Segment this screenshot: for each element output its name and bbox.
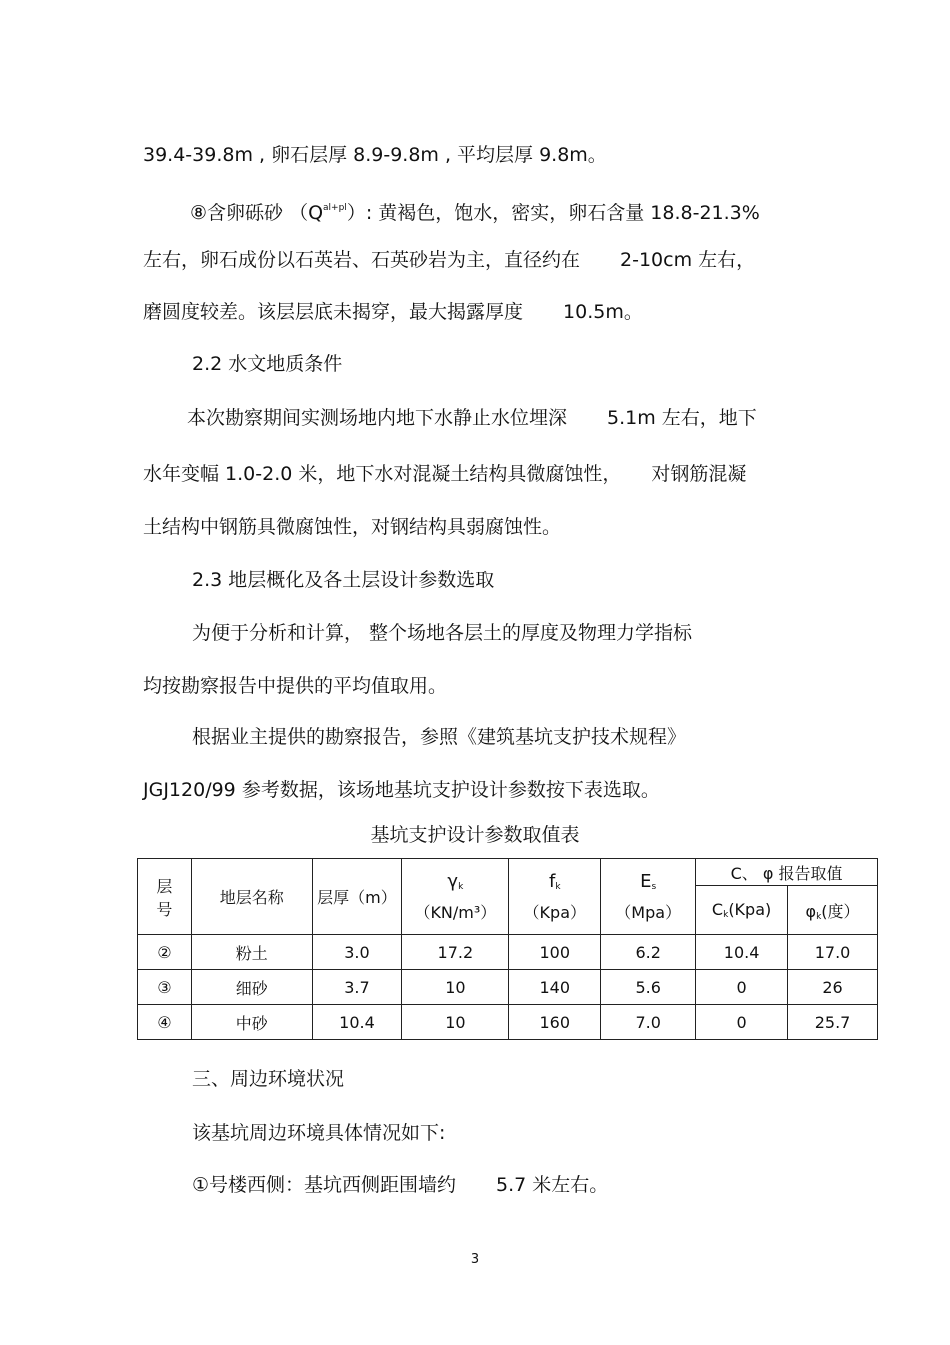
- paragraph-groundwater-cont: [143, 462, 746, 486]
- section-heading-2-3: [192, 568, 494, 592]
- subscript: k: [555, 881, 561, 892]
- text: 对钢筋混凝: [651, 463, 747, 485]
- table-header-row: [138, 859, 878, 886]
- text: 磨圆度较差。该层层底未揭穿，最大揭露厚度: [143, 301, 524, 323]
- unit: （Kpa）: [523, 902, 587, 922]
- cell-c: 0: [696, 970, 788, 1005]
- text: ⑧含卵砾砂 （Q: [190, 202, 324, 224]
- text: 2.3 地层概化及各土层设计参数选取: [192, 569, 495, 591]
- table-row: [138, 935, 878, 970]
- cell-gamma: 10: [402, 1005, 509, 1040]
- text: 土结构中钢筋具微腐蚀性，对钢结构具弱腐蚀性。: [143, 516, 562, 538]
- header-friction-angle: [788, 886, 878, 935]
- cell-gamma: 17.2: [402, 935, 509, 970]
- cell-phi: 17.0: [788, 935, 878, 970]
- text: 5.1m 左右，地下: [607, 407, 757, 429]
- design-parameters-table: [137, 858, 878, 1040]
- cell-es: 7.0: [601, 1005, 696, 1040]
- cell-fk: 160: [509, 1005, 601, 1040]
- cell-no: ④: [138, 1005, 192, 1040]
- text: ）: 黄褐色，饱水，密实，卵石含量 18.8-21.3%: [346, 202, 760, 224]
- header-thickness: 层厚（m）: [312, 859, 402, 935]
- cell-fk: 100: [509, 935, 601, 970]
- unit: (度）: [821, 901, 860, 921]
- cell-thickness: 3.0: [312, 935, 402, 970]
- cell-no: ②: [138, 935, 192, 970]
- text: 39.4-39.8m , 卵石层厚 8.9-9.8m , 平均层厚 9.8m。: [143, 144, 607, 166]
- paragraph-reference-cont: [143, 778, 660, 802]
- paragraph-groundwater: [187, 406, 757, 430]
- superscript: al+pl: [323, 203, 347, 213]
- text: 该基坑周边环境具体情况如下:: [192, 1122, 446, 1144]
- table-row: [138, 1005, 878, 1040]
- cell-phi: 25.7: [788, 1005, 878, 1040]
- paragraph-gravel-thickness: [143, 143, 607, 167]
- cell-name: 粉土: [191, 935, 312, 970]
- subscript: k: [723, 910, 729, 920]
- cell-no: ③: [138, 970, 192, 1005]
- unit: （Mpa）: [615, 902, 682, 922]
- text: 层: [156, 876, 173, 896]
- symbol: γ: [447, 870, 459, 892]
- unit: （KN/m³）: [414, 902, 497, 922]
- table-title: 基坑支护设计参数取值表: [370, 824, 580, 846]
- symbol: φ: [805, 901, 817, 921]
- text: 均按勘察报告中提供的平均值取用。: [143, 675, 448, 697]
- subscript: s: [651, 881, 657, 892]
- text: 本次勘察期间实测场地内地下水静止水位埋深: [187, 407, 568, 429]
- cell-es: 5.6: [601, 970, 696, 1005]
- text: 三、周边环境状况: [192, 1068, 345, 1090]
- symbol: f: [549, 870, 556, 892]
- header-bearing-capacity: [509, 859, 601, 935]
- cell-c: 0: [696, 1005, 788, 1040]
- text: 2-10cm 左右，: [620, 249, 756, 271]
- header-layer-no: [138, 859, 192, 935]
- text: 5.7 米左右。: [496, 1174, 609, 1196]
- unit: (Kpa): [728, 900, 772, 919]
- cell-name: 细砂: [191, 970, 312, 1005]
- text: 2.2 水文地质条件: [192, 353, 343, 375]
- header-cohesion: [696, 886, 788, 935]
- cell-thickness: 10.4: [312, 1005, 402, 1040]
- text: 号: [156, 899, 173, 919]
- section-heading-3: [192, 1067, 344, 1091]
- paragraph-analysis: [192, 621, 692, 645]
- text: 根据业主提供的勘察报告，参照《建筑基坑支护技术规程》: [192, 726, 687, 748]
- cell-phi: 26: [788, 970, 878, 1005]
- symbol: C: [711, 900, 724, 919]
- subscript: k: [458, 881, 464, 892]
- text: ①号楼西侧：基坑西侧距围墙约: [192, 1174, 457, 1196]
- text: 为便于分析和计算， 整个场地各层土的厚度及物理力学指标: [192, 622, 693, 644]
- paragraph-surroundings: [192, 1121, 445, 1145]
- cell-c: 10.4: [696, 935, 788, 970]
- paragraph-groundwater-end: [143, 515, 561, 539]
- text: 左右，卵石成份以石英岩、石英砂岩为主，直径约在: [143, 249, 581, 271]
- symbol: E: [640, 870, 652, 892]
- header-modulus: [601, 859, 696, 935]
- section-heading-2-2: [192, 352, 342, 376]
- table-row: [138, 970, 878, 1005]
- paragraph-layer8: [190, 196, 760, 225]
- paragraph-layer8-end: [143, 300, 643, 324]
- cell-es: 6.2: [601, 935, 696, 970]
- cell-thickness: 3.7: [312, 970, 402, 1005]
- page-number: 3: [470, 1252, 480, 1267]
- paragraph-analysis-cont: [143, 674, 447, 698]
- cell-name: 中砂: [191, 1005, 312, 1040]
- cell-fk: 140: [509, 970, 601, 1005]
- text: 水年变幅 1.0-2.0 米，地下水对混凝土结构具微腐蚀性，: [143, 463, 622, 485]
- text: JGJ120/99 参考数据，该场地基坑支护设计参数按下表选取。: [143, 779, 660, 801]
- header-c-phi-group: C、 φ 报告取值: [696, 859, 878, 886]
- paragraph-reference: [192, 725, 686, 749]
- header-layer-name: 地层名称: [191, 859, 312, 935]
- subscript: k: [816, 911, 822, 922]
- text: 10.5m。: [563, 301, 643, 323]
- cell-gamma: 10: [402, 970, 509, 1005]
- paragraph-layer8-cont: [143, 248, 755, 272]
- paragraph-building-1: [192, 1173, 608, 1197]
- header-unit-weight: [402, 859, 509, 935]
